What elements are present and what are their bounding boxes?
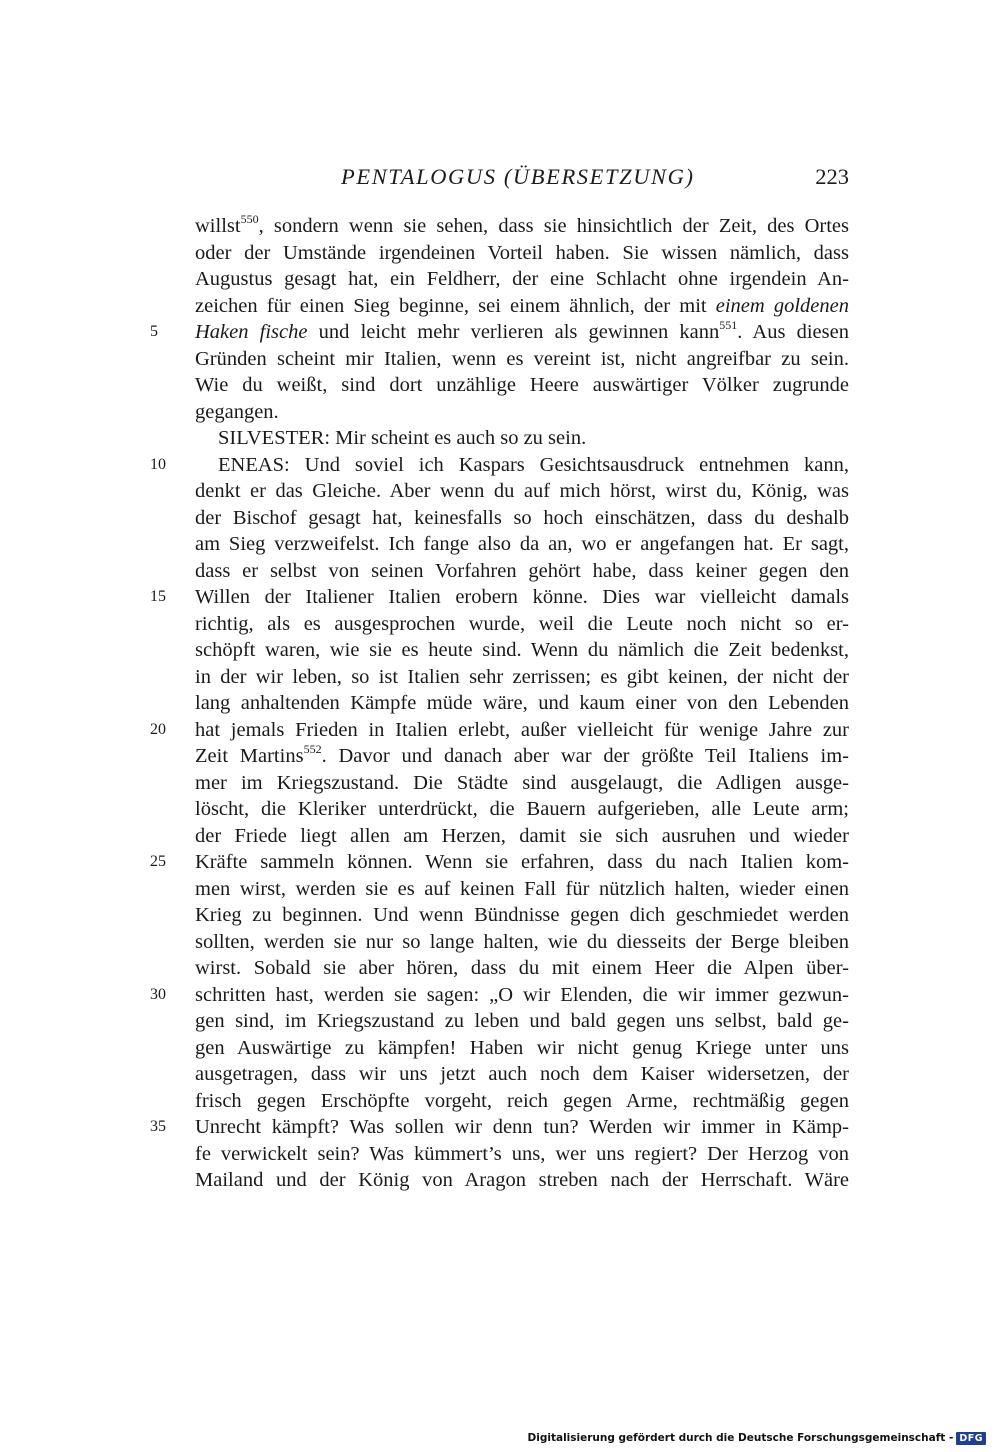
line-text: frisch gegen Erschöpfte vorgeht, reich gegen Arme, rechtmäßig gegen <box>195 1089 849 1112</box>
line-text: der Bischof gesagt hat, keinesfalls so hoch einschätzen, dass du deshalb <box>195 506 849 529</box>
text-line <box>195 1141 849 1168</box>
line-text: . Davor und danach aber war der größte Teil Italiens im- <box>321 745 849 767</box>
line-number: 10 <box>150 455 166 473</box>
text-line <box>195 1061 849 1088</box>
line-text: Unrecht kämpft? Was sollen wir denn tun? Werden wir immer in Kämp- <box>195 1116 849 1138</box>
text-line <box>195 1088 849 1115</box>
line-text: willst <box>195 215 241 237</box>
line-text: fe verwickelt sein? Was kümmert’s uns, wer uns regiert? Der Herzog von <box>195 1142 849 1165</box>
line-text: Zeit Martins <box>195 745 304 767</box>
line-number: 30 <box>150 985 166 1003</box>
footnote-ref: 550 <box>240 212 259 227</box>
line-number: 15 <box>150 588 166 605</box>
digitization-credit <box>528 1428 986 1448</box>
line-text: ENEAS: Und soviel ich Kaspars Gesichtsausdruck entnehmen kann, <box>218 453 849 476</box>
line-text: zeichen für einen Sieg beginne, sei einem ähnlich, der mit <box>195 294 716 317</box>
text-line <box>195 955 849 982</box>
footnote-ref: 552 <box>303 742 322 757</box>
line-text: Augustus gesagt hat, ein Feldherr, der eine Schlacht ohne irgendein An- <box>195 268 849 290</box>
page-header <box>195 164 849 194</box>
line-number: 20 <box>150 720 166 738</box>
line-text: löscht, die Kleriker unterdrückt, die Bauern aufgerieben, alle Leute arm; <box>195 798 849 820</box>
line-text: schritten hast, werden sie sagen: „O wir Elenden, die wir immer gezwun- <box>195 983 849 1006</box>
text-line <box>195 690 849 717</box>
text-line <box>195 743 849 770</box>
line-text: Kräfte sammeln können. Wenn sie erfahren, dass du nach Italien kom- <box>195 851 849 873</box>
line-text: richtig, als es ausgesprochen wurde, weil die Leute noch nicht so er- <box>195 612 849 635</box>
line-text: denkt er das Gleiche. Aber wenn du auf mich hörst, wirst du, König, was <box>195 480 849 502</box>
text-line <box>195 505 849 532</box>
line-text: der Friede liegt allen am Herzen, damit sie sich ausruhen und wieder <box>195 824 849 847</box>
text-line <box>195 637 849 664</box>
line-text: wirst. Sobald sie aber hören, dass du mit einem Heer die Alpen über- <box>195 957 849 979</box>
text-line <box>195 611 849 638</box>
text-line <box>195 293 849 320</box>
text-line <box>195 558 849 585</box>
line-text: Mailand und der König von Aragon streben nach der Herrschaft. Wäre <box>195 1169 849 1191</box>
text-line <box>195 664 849 691</box>
footnote-ref: 551 <box>719 318 738 333</box>
line-number: 35 <box>150 1118 166 1135</box>
line-text: . Aus diesen <box>737 321 849 343</box>
running-title: PENTALOGUS (ÜBERSETZUNG) <box>341 164 695 189</box>
text-line <box>150 1114 849 1141</box>
text-line <box>195 1008 849 1035</box>
line-text: , sondern wenn sie sehen, dass sie hinsichtlich der Zeit, des Ortes <box>258 215 849 237</box>
text-line <box>195 770 849 797</box>
text-line <box>195 929 849 956</box>
text-line <box>195 213 849 240</box>
line-text: SILVESTER: Mir scheint es auch so zu sein. <box>218 427 587 449</box>
line-text: Willen der Italiener Italien erobern könne. Dies war vielleicht damals <box>195 586 849 608</box>
line-text: Gründen scheint mir Italien, wenn es vereint ist, nicht angreifbar zu sein. <box>195 347 849 370</box>
line-text: sollten, werden sie nur so lange halten, wie du diesseits der Berge bleiben <box>195 930 849 953</box>
text-line <box>195 902 849 929</box>
text-line <box>150 318 849 346</box>
dfg-logo: DFG <box>956 1432 986 1445</box>
line-text: men wirst, werden sie es auf keinen Fall für nützlich halten, wieder einen <box>195 877 849 900</box>
text-line <box>195 399 849 426</box>
text-line <box>195 531 849 558</box>
line-text: mer im Kriegszustand. Die Städte sind ausgelaugt, die Adligen ausge- <box>195 771 849 794</box>
text-line <box>195 266 849 293</box>
line-text: in der wir leben, so ist Italien sehr zerrissen; es gibt keinen, der nicht der <box>195 665 849 688</box>
text-line <box>150 452 849 479</box>
text-line <box>195 876 849 903</box>
text-line <box>150 584 849 611</box>
body-text <box>150 212 849 1194</box>
page-number: 223 <box>815 164 849 189</box>
italic-text: Haken fische <box>195 321 308 343</box>
text-line <box>195 240 849 267</box>
line-text: oder der Umstände irgendeinen Vorteil haben. Sie wissen nämlich, dass <box>195 241 849 264</box>
text-line <box>150 717 849 744</box>
text-line <box>195 796 849 823</box>
line-number: 5 <box>150 323 158 340</box>
text-line <box>150 849 849 876</box>
line-text: gen sind, im Kriegszustand zu leben und bald gegen uns selbst, bald ge- <box>195 1010 849 1032</box>
text-line <box>195 478 849 505</box>
line-text: gegangen. <box>195 400 279 423</box>
line-text: Wie du weißt, sind dort unzählige Heere auswärtiger Völker zugrunde <box>195 374 849 396</box>
line-text: dass er selbst von seinen Vorfahren gehört habe, dass keiner gegen den <box>195 559 849 582</box>
text-line <box>195 425 849 452</box>
line-text: schöpft waren, wie sie es heute sind. Wenn du nämlich die Zeit bedenkst, <box>195 639 849 661</box>
text-line <box>195 1167 849 1194</box>
line-text: hat jemals Frieden in Italien erlebt, außer vielleicht für wenige Jahre zur <box>195 718 849 741</box>
line-text: Krieg zu beginnen. Und wenn Bündnisse gegen dich geschmiedet werden <box>195 904 849 926</box>
line-text: am Sieg verzweifelst. Ich fange also da an, wo er angefangen hat. Er sagt, <box>195 533 849 555</box>
text-line <box>195 372 849 399</box>
line-text: ausgetragen, dass wir uns jetzt auch noch dem Kaiser widersetzen, der <box>195 1063 849 1085</box>
text-line <box>195 346 849 373</box>
text-line <box>150 982 849 1009</box>
credit-text: Digitalisierung gefördert durch die Deutsche Forschungsgemeinschaft - <box>527 1432 954 1444</box>
line-number: 25 <box>150 853 166 870</box>
text-line <box>195 823 849 850</box>
line-text: und leicht mehr verlieren als gewinnen kann <box>307 321 720 343</box>
line-text: gen Auswärtige zu kämpfen! Haben wir nicht genug Kriege unter uns <box>195 1036 849 1059</box>
text-line <box>195 1035 849 1062</box>
line-text: lang anhaltenden Kämpfe müde wäre, und kaum einer von den Lebenden <box>195 692 849 714</box>
italic-text: einem goldenen <box>715 294 849 317</box>
